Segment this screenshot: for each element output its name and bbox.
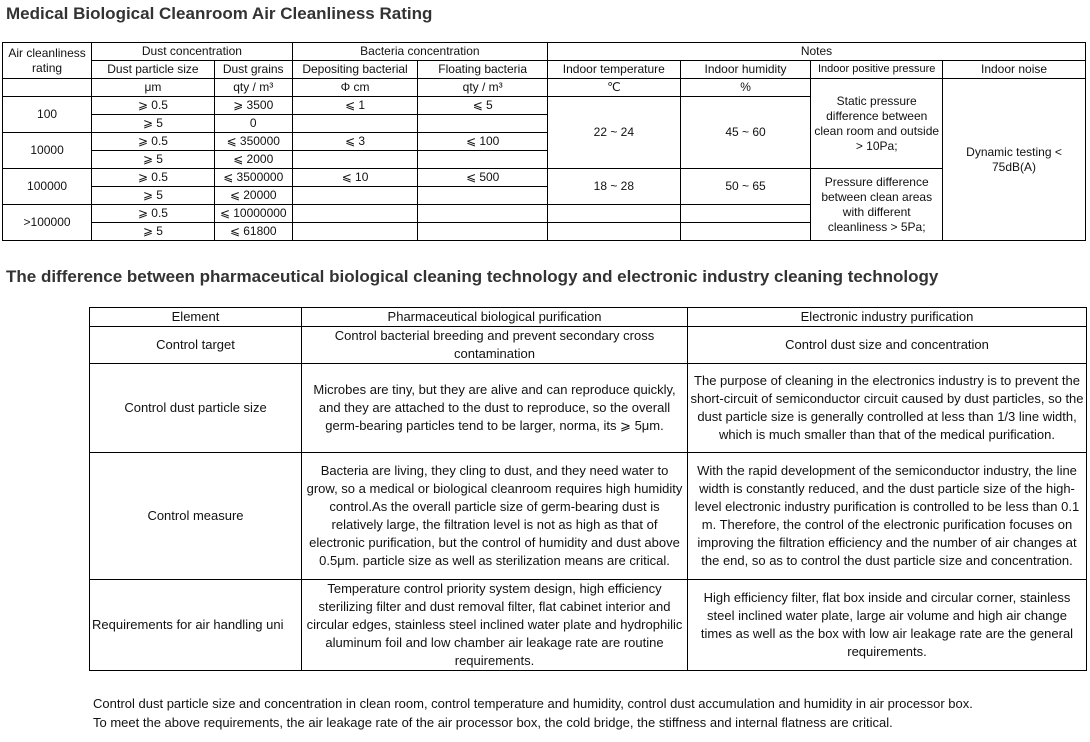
depositing-empty [292, 115, 418, 133]
section-title: The difference between pharmaceutical biological cleaning technology and electronic industry cleaning technology [6, 267, 939, 286]
floating-value: ⩽ 500 [418, 169, 548, 187]
depositing-empty [292, 205, 418, 223]
header-element: Element [90, 308, 302, 327]
depositing-value: ⩽ 10 [292, 169, 418, 187]
depositing-empty [292, 187, 418, 205]
header-dust-particle-size: Dust particle size [92, 61, 215, 79]
header-depositing-bacterial: Depositing bacterial [292, 61, 418, 79]
dust-grains-value: ⩽ 61800 [214, 223, 292, 241]
header-indoor-noise: Indoor noise [943, 61, 1086, 79]
unit-temperature: ℃ [547, 79, 680, 97]
floating-empty [418, 223, 548, 241]
footnote-line-1: Control dust particle size and concentration in clean room, control temperature and humidity, control dust accumulation and humidity in air processor box. [93, 696, 973, 711]
dust-grains-value: ⩽ 10000000 [214, 205, 292, 223]
row-electronic: The purpose of cleaning in the electronics industry is to prevent the short-circuit of semiconductor circuit caused by dust particles, so the dust particle size is generally controlled at less than 1/3 line width, which is much smaller than that of the medical purification. [688, 364, 1087, 453]
row-element: Control target [90, 327, 302, 364]
unit-empty [3, 79, 92, 97]
particle-size: ⩾ 0.5 [92, 205, 215, 223]
dust-grains-value: ⩽ 350000 [214, 133, 292, 151]
header-dust-grains: Dust grains [214, 61, 292, 79]
row-pharma: Bacteria are living, they cling to dust, and they need water to grow, so a medical or biological cleanroom requires high humidity control.As the overall particle size of germ-bearing dust is relatively large, the filtration level is not as high as that of electronic purification, but the control of humidity and dust above 0.5μm. particle size as well as sterilization means are critical. [302, 453, 688, 580]
floating-value: ⩽ 100 [418, 133, 548, 151]
header-dust-concentration: Dust concentration [92, 43, 293, 61]
depositing-empty [292, 151, 418, 169]
header-pharma: Pharmaceutical biological purification [302, 308, 688, 327]
temperature-empty [547, 223, 680, 241]
header-notes: Notes [547, 43, 1085, 61]
humidity-range: 50 ~ 65 [680, 169, 811, 205]
header-bacteria-concentration: Bacteria concentration [292, 43, 547, 61]
row-electronic: With the rapid development of the semiconductor industry, the line width is constantly reduced, and the dust particle size of the high-level electronic industry purification is controlled to be less than 0.1 m. Therefore, the control of the electronic purification focuses on improving the filtration efficiency and the number of air changes at the end, so as to control the dust particle size and concentration. [688, 453, 1087, 580]
temperature-range: 18 ~ 28 [547, 169, 680, 205]
floating-empty [418, 115, 548, 133]
particle-size: ⩾ 5 [92, 115, 215, 133]
row-electronic: Control dust size and concentration [688, 327, 1087, 364]
unit-um: μm [92, 79, 215, 97]
cleanliness-rating-table [2, 42, 1086, 241]
particle-size: ⩾ 0.5 [92, 97, 215, 115]
humidity-empty [680, 223, 811, 241]
footnote-line-2: To meet the above requirements, the air leakage rate of the air processor box, the cold bridge, the stiffness and internal flatness are critical. [93, 715, 893, 730]
particle-size: ⩾ 0.5 [92, 133, 215, 151]
dust-grains-value: ⩽ 2000 [214, 151, 292, 169]
rating-10000: 10000 [3, 133, 92, 169]
noise-note: Dynamic testing < 75dB(A) [943, 79, 1086, 241]
particle-size: ⩾ 0.5 [92, 169, 215, 187]
unit-qty-floating: qty / m³ [418, 79, 548, 97]
floating-empty [418, 205, 548, 223]
dust-grains-value: 0 [214, 115, 292, 133]
header-air-cleanliness-rating: Air cleanliness rating [3, 43, 92, 79]
humidity-range: 45 ~ 60 [680, 97, 811, 169]
depositing-value: ⩽ 3 [292, 133, 418, 151]
rating-100000: 100000 [3, 169, 92, 205]
row-element: Control dust particle size [90, 364, 302, 453]
rating-100: 100 [3, 97, 92, 133]
row-pharma: Control bacterial breeding and prevent secondary cross contamination [302, 327, 688, 364]
header-floating-bacteria: Floating bacteria [418, 61, 548, 79]
unit-phi-cm: Φ cm [292, 79, 418, 97]
header-indoor-temperature: Indoor temperature [547, 61, 680, 79]
comparison-table [89, 307, 1087, 671]
row-pharma: Temperature control priority system design, high efficiency sterilizing filter and dust removal filter, flat cabinet interior and circular edges, stainless steel inclined water plate and hydrophilic aluminum foil and low chamber air leakage rate are routine requirements. [302, 580, 688, 671]
humidity-empty [680, 205, 811, 223]
dust-grains-value: ⩽ 20000 [214, 187, 292, 205]
header-indoor-positive-pressure: Indoor positive pressure [811, 61, 943, 79]
floating-value: ⩽ 5 [418, 97, 548, 115]
header-electronic: Electronic industry purification [688, 308, 1087, 327]
row-electronic: High efficiency filter, flat box inside and circular corner, stainless steel inclined water plate, large air volume and high air change times as well as the box with low air leakage rate are the general requirements. [688, 580, 1087, 671]
unit-qty: qty / m³ [214, 79, 292, 97]
page-title: Medical Biological Cleanroom Air Cleanliness Rating [6, 4, 433, 23]
floating-empty [418, 187, 548, 205]
pressure-note-areas: Pressure difference between clean areas with different cleanliness > 5Pa; [811, 169, 943, 241]
temperature-empty [547, 205, 680, 223]
depositing-value: ⩽ 1 [292, 97, 418, 115]
particle-size: ⩾ 5 [92, 187, 215, 205]
dust-grains-value: ⩽ 3500000 [214, 169, 292, 187]
dust-grains-value: ⩾ 3500 [214, 97, 292, 115]
row-pharma: Microbes are tiny, but they are alive and can reproduce quickly, and they are attached to the dust to reproduce, so the overall germ-bearing particles tend to be larger, norma, its ⩾ 5μm. [302, 364, 688, 453]
floating-empty [418, 151, 548, 169]
particle-size: ⩾ 5 [92, 223, 215, 241]
temperature-range: 22 ~ 24 [547, 97, 680, 169]
unit-percent: % [680, 79, 811, 97]
row-element: Control measure [90, 453, 302, 580]
header-indoor-humidity: Indoor humidity [680, 61, 811, 79]
rating-gt-100000: >100000 [3, 205, 92, 241]
particle-size: ⩾ 5 [92, 151, 215, 169]
depositing-empty [292, 223, 418, 241]
row-element: Requirements for air handling uni [90, 580, 302, 671]
pressure-note-static: Static pressure difference between clean room and outside > 10Pa; [811, 79, 943, 169]
